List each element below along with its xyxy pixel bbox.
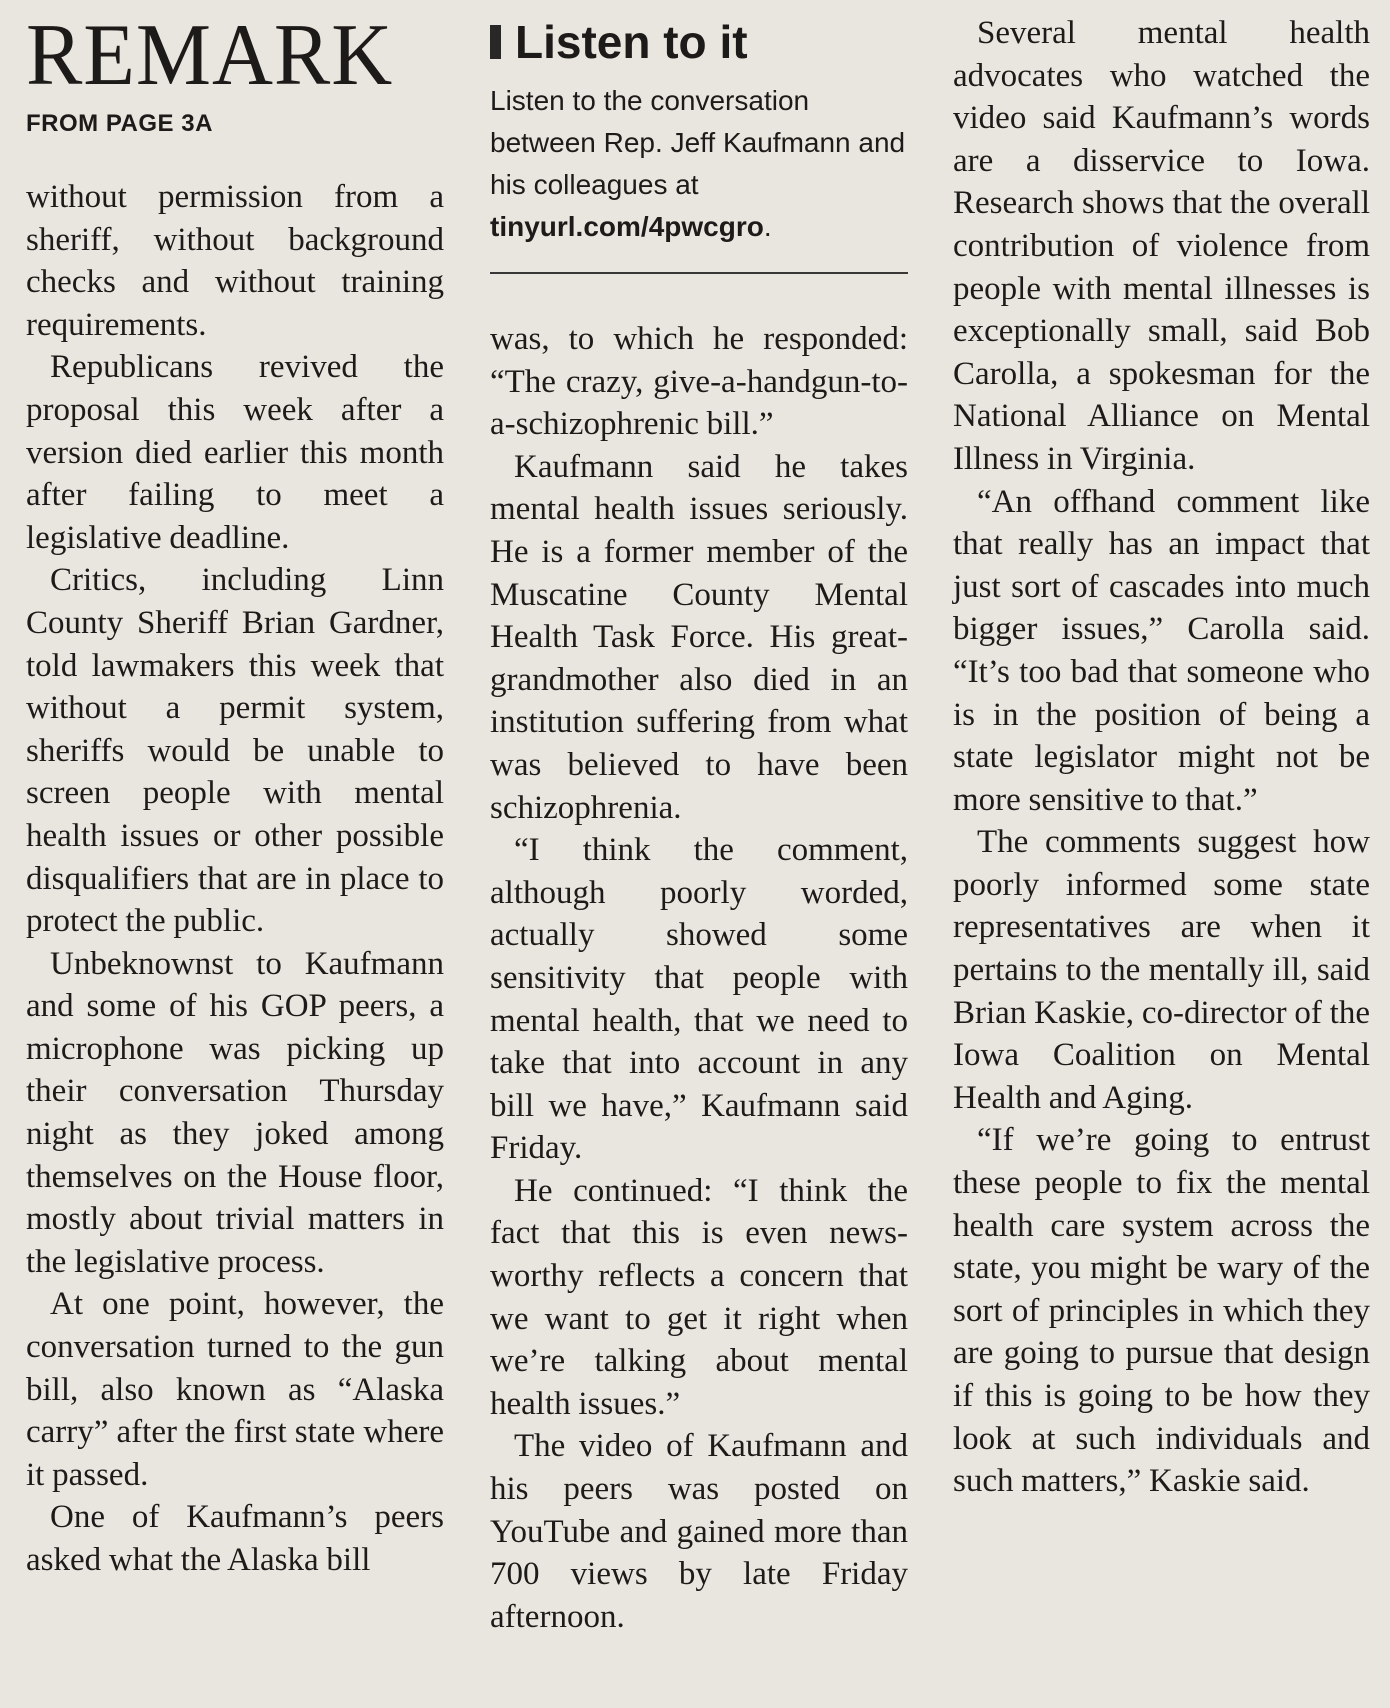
sidebar-title-text: Listen to it [515,16,748,68]
headline: REMARK [26,7,394,104]
paragraph: Unbeknownst to Kaufmann and some of his GOP peers, a microphone was picking up their conversation Thursday night as they joked among themselves on the House floor, mostly about trivial matters in the legislative process. [26,945,444,1280]
paragraph: Critics, including Linn County Sheriff Brian Gardner, told lawmakers this week that without a permit system, sheriffs would be unable to screen people with mental health issues or other possible disqualifiers that are in place to protect the public. [26,562,444,940]
paragraph: Republicans revived the proposal this week after a version died earlier this month after failing to meet a legislative deadline. [26,349,444,556]
paragraph: Several mental health advocates who watched the video said Kaufmann’s words are a disservice to Iowa. Research shows that the overall contribution of violence from people with mental illnesses is exceptionally small, said Bob Carolla, a spokesman for the National Alliance on Mental Illness in Virginia. [953,15,1370,477]
paragraph: He continued: “I think the fact that this is even newsworthy reflects a concern that we want to get it right when we’re talking about mental health issues.” [490,1172,908,1422]
sidebar-link-suffix: . [763,211,772,242]
column-3 [953,12,1370,1503]
sidebar-title [490,14,908,70]
paragraph: The comments suggest how poorly informed some state representatives are when it pertains to the mentally ill, said Brian Kaskie, co-director of the Iowa Coalition on Mental Health and Aging. [953,824,1370,1116]
sidebar-body [490,80,908,248]
paragraph: “I think the comment, although poorly worded, actually showed some sensitivity that people with mental health, that we need to take that into account in any bill we have,” Kaufmann said Friday. [490,832,908,1167]
column-2-text [490,318,908,1638]
paragraph: “If we’re going to entrust these people to fix the mental health care system across the state, you might be wary of the sort of principles in which they are going to pursue that design if this is going to be how they look at such individuals and such matters,” Kaskie said. [953,1122,1370,1500]
paragraph: was, to which he responded: “The crazy, give-a-handgun-to-a-schizophrenic bill.” [490,321,908,443]
paragraph: without permission from a sheriff, without background checks and without training requirements. [26,179,444,343]
column-3-text [953,12,1370,1503]
bullet-bar-icon [490,25,501,59]
sidebar-text: Listen to the conversation between Rep. Jeff Kaufmann and his colleagues at [490,85,906,200]
paragraph: Kaufmann said he takes mental health issues seriously. He is a former member of the Muscatine County Mental Health Task Force. His great-grandmother also died in an institution suffering from what was believed to have been schizophrenia. [490,448,908,826]
column-1 [26,8,444,1582]
jump-line: FROM PAGE 3A [26,110,213,137]
sidebar-rule [490,272,908,274]
paragraph: One of Kaufmann’s peers asked what the Alaska bill [26,1499,444,1578]
paragraph: The video of Kaufmann and his peers was posted on YouTube and gained more than 700 views by late Friday afternoon. [490,1428,908,1635]
listen-sidebar [490,14,908,274]
paragraph: At one point, however, the conversation turned to the gun bill, also known as “Alaska carry” after the first state where it passed. [26,1286,444,1493]
column-2 [490,14,908,1638]
column-1-text [26,176,444,1582]
paragraph: “An offhand comment like that really has an impact that just sort of cascades into much bigger issues,” Carolla said. “It’s too bad that someone who is in the position of being a state legislator might not be more sensitive to that.” [953,483,1370,818]
conversation-link[interactable]: tinyurl.com/4pwcgro [490,211,764,242]
